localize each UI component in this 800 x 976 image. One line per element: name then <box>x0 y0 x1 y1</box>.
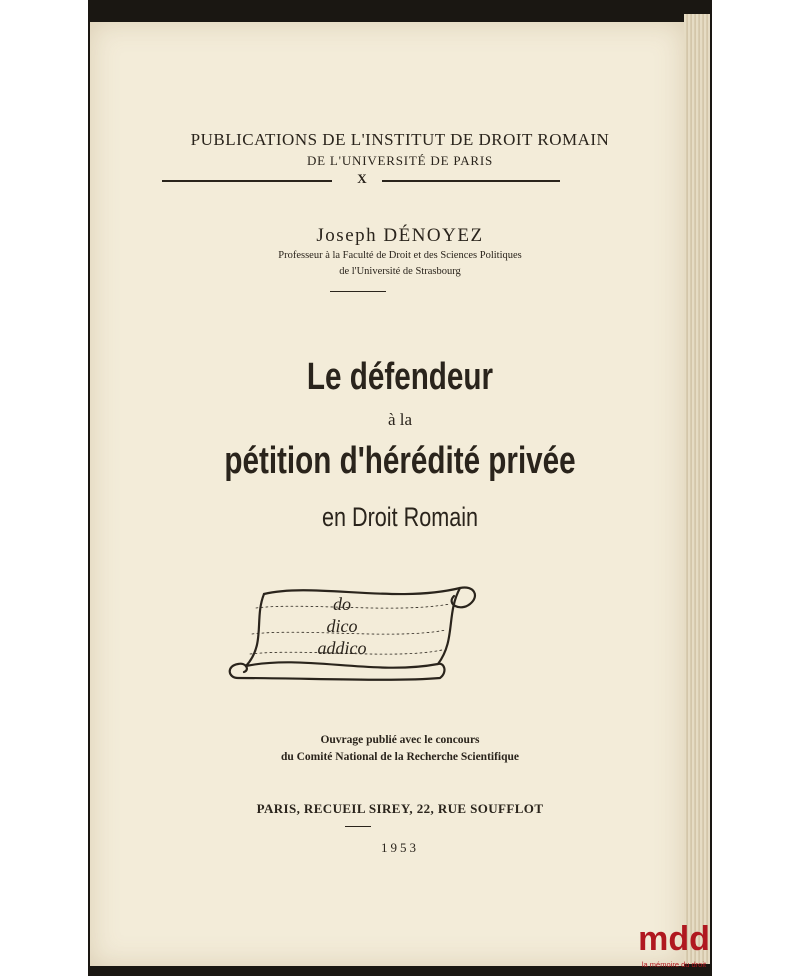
publication-note-2: du Comité National de la Recherche Scientifique <box>280 751 520 763</box>
scroll-emblem <box>224 574 480 686</box>
book-title-line-3: pétition d'hérédité privée <box>224 440 576 482</box>
publisher-address: PARIS, RECUEIL SIREY, 22, RUE SOUFFLOT <box>256 801 544 816</box>
divider <box>330 291 386 292</box>
book-title-line-4: en Droit Romain <box>321 502 479 532</box>
scroll-word-3: addico <box>317 638 367 658</box>
series-number: X <box>357 171 367 186</box>
scroll-word-2: dico <box>326 616 358 636</box>
rule-left <box>162 180 332 182</box>
publication-year: 1953 <box>381 840 419 855</box>
mdd-logo <box>634 922 714 976</box>
author-affiliation-1: Professeur à la Faculté de Droit et des Sciences Politiques <box>278 250 522 261</box>
publication-note-1: Ouvrage publié avec le concours <box>320 734 480 746</box>
scroll-word-1: do <box>333 594 351 614</box>
logo-mark: mdd <box>638 920 710 958</box>
book-title-line-1: Le défendeur <box>306 356 494 398</box>
series-title: PUBLICATIONS DE L'INSTITUT DE DROIT ROMAIN <box>190 130 610 149</box>
logo-tagline: la mémoire du droit <box>641 960 707 969</box>
rule-right <box>382 180 560 182</box>
book-title-line-2: à la <box>387 410 413 429</box>
divider-2 <box>345 826 371 827</box>
author-name: Joseph DÉNOYEZ <box>316 225 484 246</box>
author-affiliation-2: de l'Université de Strasbourg <box>339 266 461 277</box>
series-subtitle: DE L'UNIVERSITÉ DE PARIS <box>306 153 494 168</box>
series-rule <box>162 170 562 190</box>
